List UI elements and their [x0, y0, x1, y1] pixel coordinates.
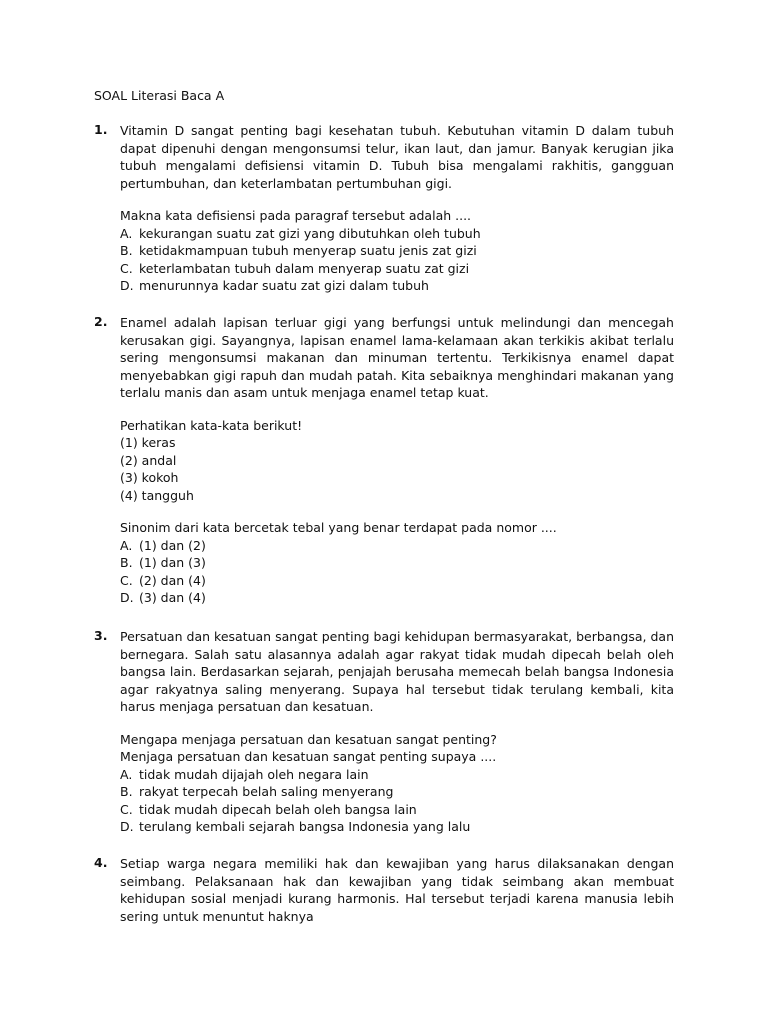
option-letter: D.: [120, 278, 134, 293]
question-number: 3.: [94, 628, 108, 643]
question-stem: Mengapa menjaga persatuan dan kesatuan sangat penting?: [120, 731, 497, 747]
answer-option-c: [120, 801, 674, 819]
option-letter: C.: [120, 801, 133, 817]
option-text: ketidakmampuan tubuh menyerap suatu jenis zat gizi: [139, 243, 477, 258]
option-letter: C.: [120, 572, 133, 588]
answer-option-d: [120, 277, 674, 295]
option-text: rakyat terpecah belah saling menyerang: [139, 784, 394, 799]
answer-option-b: [120, 242, 674, 260]
question-stem: Sinonim dari kata bercetak tebal yang benar terdapat pada nomor ....: [120, 520, 557, 535]
question-1: [94, 122, 674, 295]
answer-option-b: [120, 783, 674, 801]
option-text: keterlambatan tubuh dalam menyerap suatu zat gizi: [139, 260, 470, 276]
question-passage: Setiap warga negara memiliki hak dan kewajiban yang harus dilaksanakan dengan seimbang. Pelaksanaan hak dan kewajiban yang tidak seimbang akan membuat kehidupan sosial menjadi kurang harmonis. Hal tersebut terjadi karena manusia lebih sering untuk menuntut haknya: [120, 856, 674, 924]
option-text: terulang kembali sejarah bangsa Indonesia yang lalu: [139, 819, 471, 834]
option-text: (3) dan (4): [139, 590, 206, 605]
answer-option-b: [120, 554, 674, 572]
answer-option-c: [120, 260, 674, 278]
answer-option-a: [120, 225, 674, 243]
option-letter: D.: [120, 590, 134, 605]
page-title: SOAL Literasi Baca A: [94, 88, 225, 103]
option-letter: B.: [120, 243, 133, 258]
question-passage: Persatuan dan kesatuan sangat penting bagi kehidupan bermasyarakat, berbangsa, dan bernegara. Salah satu alasannya adalah agar rakyat tidak mudah dipecah belah oleh bangsa lain. Berdasarkan sejarah, penjajah berusaha memecah belah bangsa Indonesia agar rakyatnya saling menyerang. Supaya hal tersebut tidak terulang kembali, kita harus menjaga persatuan dan kesatuan.: [120, 629, 674, 714]
question-stem: Makna kata defisiensi pada paragraf tersebut adalah ....: [120, 208, 472, 223]
option-text: (1) dan (3): [139, 555, 206, 570]
answer-option-c: [120, 572, 674, 590]
option-letter: B.: [120, 784, 133, 799]
question-passage: Vitamin D sangat penting bagi kesehatan tubuh. Kebutuhan vitamin D dalam tubuh dapat dipenuhi dengan mengonsumsi telur, ikan laut, dan jamur. Banyak kerugian jika tubuh mengalami defisiensi vitamin D. Tubuh bisa mengalami rakhitis, gangguan pertumbuhan, dan keterlambatan pertumbuhan gigi.: [120, 123, 674, 191]
option-letter: A.: [120, 225, 133, 241]
word-item: (4) tangguh: [120, 487, 194, 503]
word-item: (2) andal: [120, 452, 177, 468]
option-letter: D.: [120, 819, 134, 834]
question-passage: Enamel adalah lapisan terluar gigi yang berfungsi untuk melindungi dan mencegah kerusakan gigi. Sayangnya, lapisan enamel lama-kelamaan akan terkikis akibat terlalu sering mengonsumsi makanan dan minuman tertentu. Terkikisnya enamel dapat menyebabkan gigi rapuh dan mudah patah. Kita sebaiknya menghindari makanan yang terlalu manis dan asam untuk menjaga enamel tetap kuat.: [120, 315, 674, 400]
question-4: [94, 855, 674, 925]
option-text: tidak mudah dijajah oleh negara lain: [139, 766, 369, 782]
answer-option-a: [120, 537, 674, 555]
option-text: tidak mudah dipecah belah oleh bangsa lain: [139, 801, 417, 817]
option-text: kekurangan suatu zat gizi yang dibutuhkan oleh tubuh: [139, 225, 481, 241]
question-3: [94, 628, 674, 836]
question-2: [94, 314, 674, 607]
option-letter: A.: [120, 537, 133, 553]
option-text: (2) dan (4): [139, 572, 206, 588]
question-intro: Perhatikan kata-kata berikut!: [120, 417, 303, 433]
option-letter: C.: [120, 260, 133, 276]
word-list: [120, 434, 674, 504]
option-letter: B.: [120, 555, 133, 570]
answer-option-a: [120, 766, 674, 784]
question-number: 4.: [94, 855, 108, 870]
option-text: menurunnya kadar suatu zat gizi dalam tubuh: [139, 278, 429, 293]
answer-option-d: [120, 818, 674, 836]
option-text: (1) dan (2): [139, 537, 206, 553]
word-item: (1) keras: [120, 435, 176, 450]
question-stem-2: Menjaga persatuan dan kesatuan sangat penting supaya ....: [120, 749, 497, 764]
answer-option-d: [120, 589, 674, 607]
word-item: (3) kokoh: [120, 470, 179, 485]
option-letter: A.: [120, 766, 133, 782]
question-number: 2.: [94, 314, 108, 329]
question-number: 1.: [94, 122, 108, 137]
